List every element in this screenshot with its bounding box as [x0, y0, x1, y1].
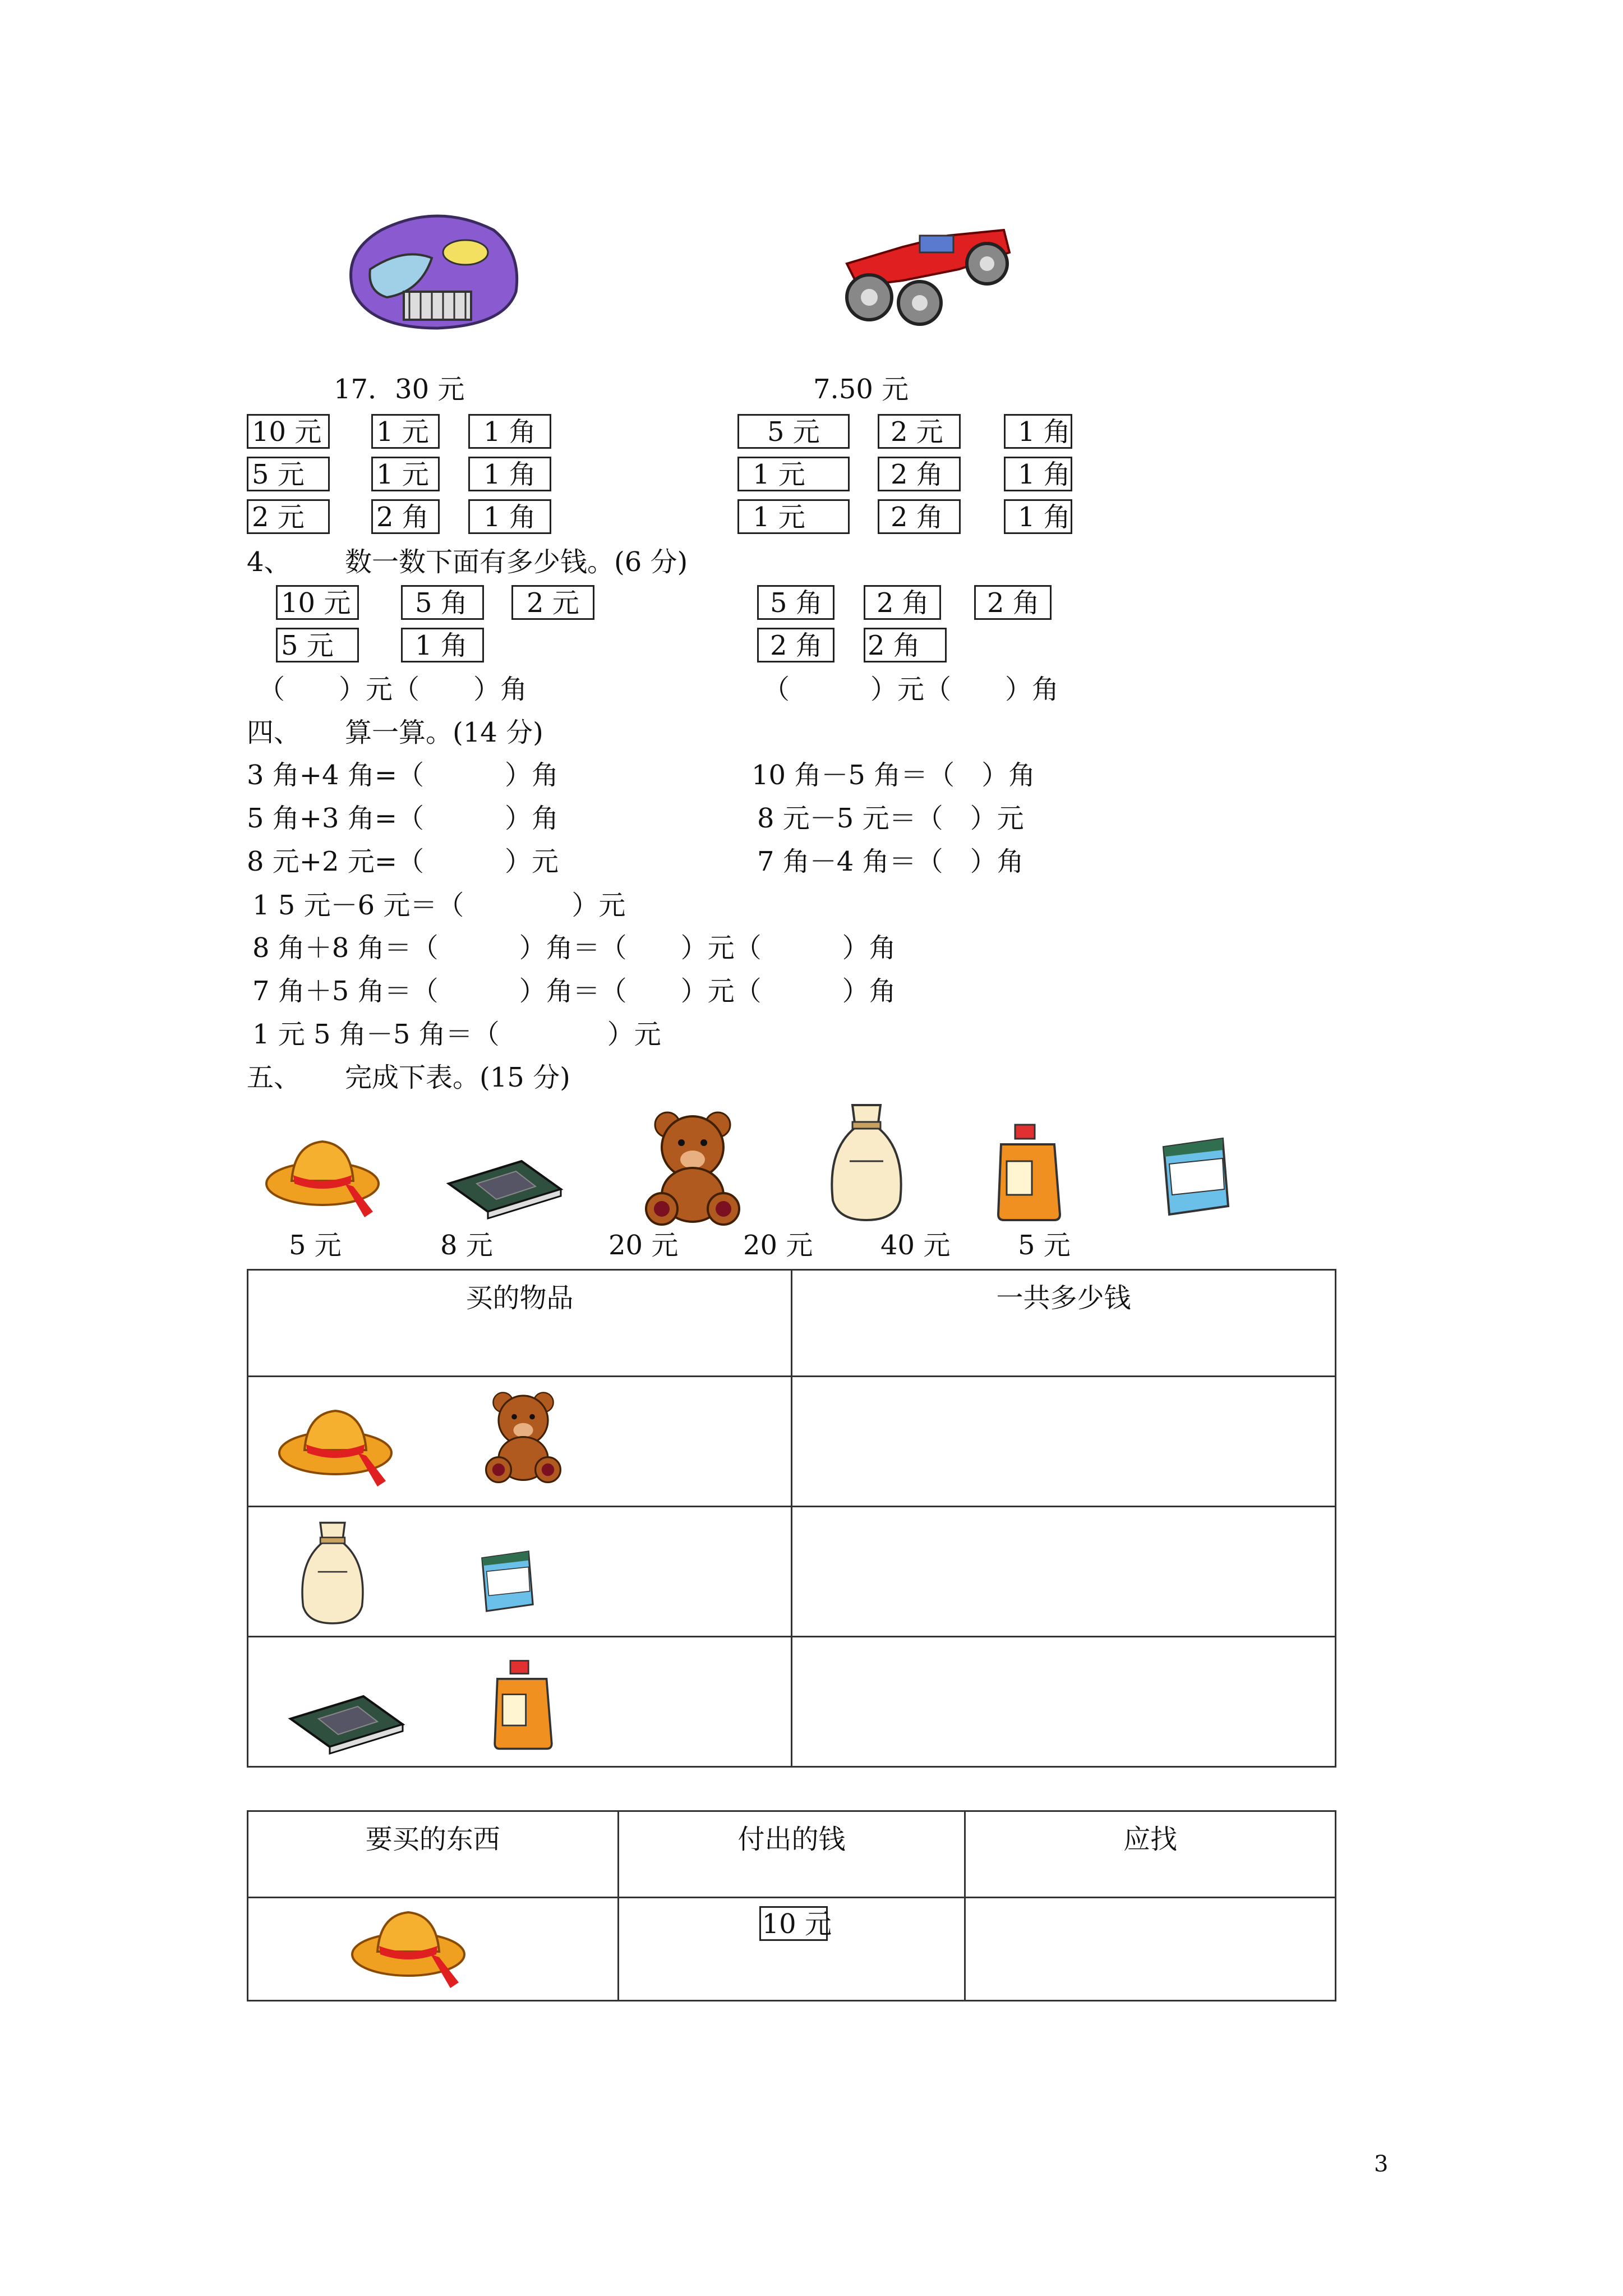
money-box: 2 元: [878, 414, 961, 449]
money-box: 1 角: [1004, 499, 1072, 534]
table1-row-items: [248, 1637, 792, 1767]
money-box: 5 元: [247, 457, 330, 491]
table1-row-answer[interactable]: [792, 1377, 1336, 1507]
money-box: 2 角: [757, 628, 834, 662]
page-number: 3: [1374, 2151, 1389, 2177]
milk-box-icon: [476, 1544, 537, 1617]
table1-row-answer[interactable]: [792, 1507, 1336, 1637]
calc-item: 7 角－4 角＝（ ）角: [757, 846, 1024, 877]
table2-header-item: 要买的东西: [248, 1811, 619, 1898]
table2-header-paid: 付出的钱: [618, 1811, 965, 1898]
calc-item: 10 角－5 角＝（ ）角: [751, 760, 1036, 791]
money-box: 1 元: [371, 414, 440, 449]
money-box: 1 元: [371, 457, 440, 491]
table2-row-paid: [618, 1898, 965, 2001]
money-box: 10 元: [247, 414, 330, 449]
book-icon: [443, 1156, 566, 1217]
table1-header-items: 买的物品: [248, 1270, 792, 1377]
calc-item: 1 元 5 角－5 角＝（ ）元: [252, 1019, 661, 1050]
money-box: 1 角: [468, 499, 551, 534]
table1-row-answer[interactable]: [792, 1637, 1336, 1767]
section-four-number: 四、: [247, 717, 301, 748]
money-box: 1 角: [468, 457, 551, 491]
teddy-bear-icon: [478, 1386, 568, 1487]
money-box: 5 元: [276, 628, 359, 662]
money-box: 2 元: [247, 499, 330, 534]
juice-bottle-icon: [490, 1657, 557, 1752]
price-label: 5 元: [289, 1230, 342, 1261]
table1-row-items: [248, 1377, 792, 1507]
calc-item: 1 5 元－6 元＝（ ）元: [252, 890, 626, 921]
car-price: 7.50 元: [813, 374, 909, 405]
section4-answer-right: （ ）元（ ）角: [763, 674, 1059, 705]
teddy-bear-icon: [637, 1108, 749, 1226]
money-box: 2 角: [878, 499, 961, 534]
toy-car-icon: [836, 219, 1021, 331]
money-box: 1 角: [468, 414, 551, 449]
money-box: 2 角: [974, 585, 1052, 620]
section4-heading: 数一数下面有多少钱。(6 分): [345, 546, 688, 578]
hat-icon: [347, 1904, 470, 1994]
money-box: 5 角: [401, 585, 484, 620]
juice-bottle-icon: [993, 1122, 1066, 1223]
price-label: 20 元: [608, 1230, 679, 1261]
calc-item: 8 元+2 元=（ ）元: [247, 846, 559, 877]
table2-header-change: 应找: [965, 1811, 1336, 1898]
section-five-heading: 完成下表。(15 分): [345, 1062, 570, 1093]
milk-box-icon: [1155, 1133, 1234, 1217]
section-five-number: 五、: [247, 1062, 301, 1093]
purchase-total-table: [247, 1269, 1336, 1768]
money-box: 1 角: [1004, 414, 1072, 449]
calc-item: 3 角+4 角=（ ）角: [247, 760, 559, 791]
bag-price: 17．30 元: [334, 374, 465, 405]
money-box: 2 元: [511, 585, 594, 620]
money-box: 2 角: [864, 585, 941, 620]
money-box: 2 角: [878, 457, 961, 491]
money-box: 1 角: [401, 628, 484, 662]
backpack-icon: [336, 208, 527, 337]
calc-item: 8 角＋8 角＝（ ）角＝（ ）元（ ）角: [252, 932, 896, 964]
table1-header-total: 一共多少钱: [792, 1270, 1336, 1377]
rice-bag-icon: [293, 1516, 372, 1628]
calc-item: 8 元－5 元＝（ ）元: [757, 803, 1024, 834]
price-label: 20 元: [743, 1230, 813, 1261]
table1-row-items: [248, 1507, 792, 1637]
rice-bag-icon: [822, 1099, 911, 1223]
money-box: 1 元: [737, 499, 850, 534]
money-box: 5 角: [757, 585, 834, 620]
price-label: 5 元: [1018, 1230, 1071, 1261]
section4-answer-left: （ ）元（ ）角: [258, 674, 528, 705]
money-box: 10 元: [276, 585, 359, 620]
section-four-heading: 算一算。(14 分): [345, 717, 543, 748]
change-table: [247, 1810, 1336, 2001]
money-box: 10 元: [759, 1906, 828, 1941]
money-box: 5 元: [737, 414, 850, 449]
book-icon: [285, 1691, 408, 1752]
price-label: 40 元: [880, 1230, 951, 1261]
hat-icon: [274, 1402, 397, 1492]
section4-number: 4、: [247, 546, 291, 578]
money-box: 2 角: [864, 628, 947, 662]
money-box: 1 元: [737, 457, 850, 491]
hat-icon: [261, 1133, 384, 1223]
calc-item: 5 角+3 角=（ ）角: [247, 803, 559, 834]
table2-row-change[interactable]: [965, 1898, 1336, 2001]
money-box: 1 角: [1004, 457, 1072, 491]
money-box: 2 角: [371, 499, 440, 534]
price-label: 8 元: [440, 1230, 493, 1261]
calc-item: 7 角＋5 角＝（ ）角＝（ ）元（ ）角: [252, 976, 896, 1007]
table2-row-item: [248, 1898, 619, 2001]
